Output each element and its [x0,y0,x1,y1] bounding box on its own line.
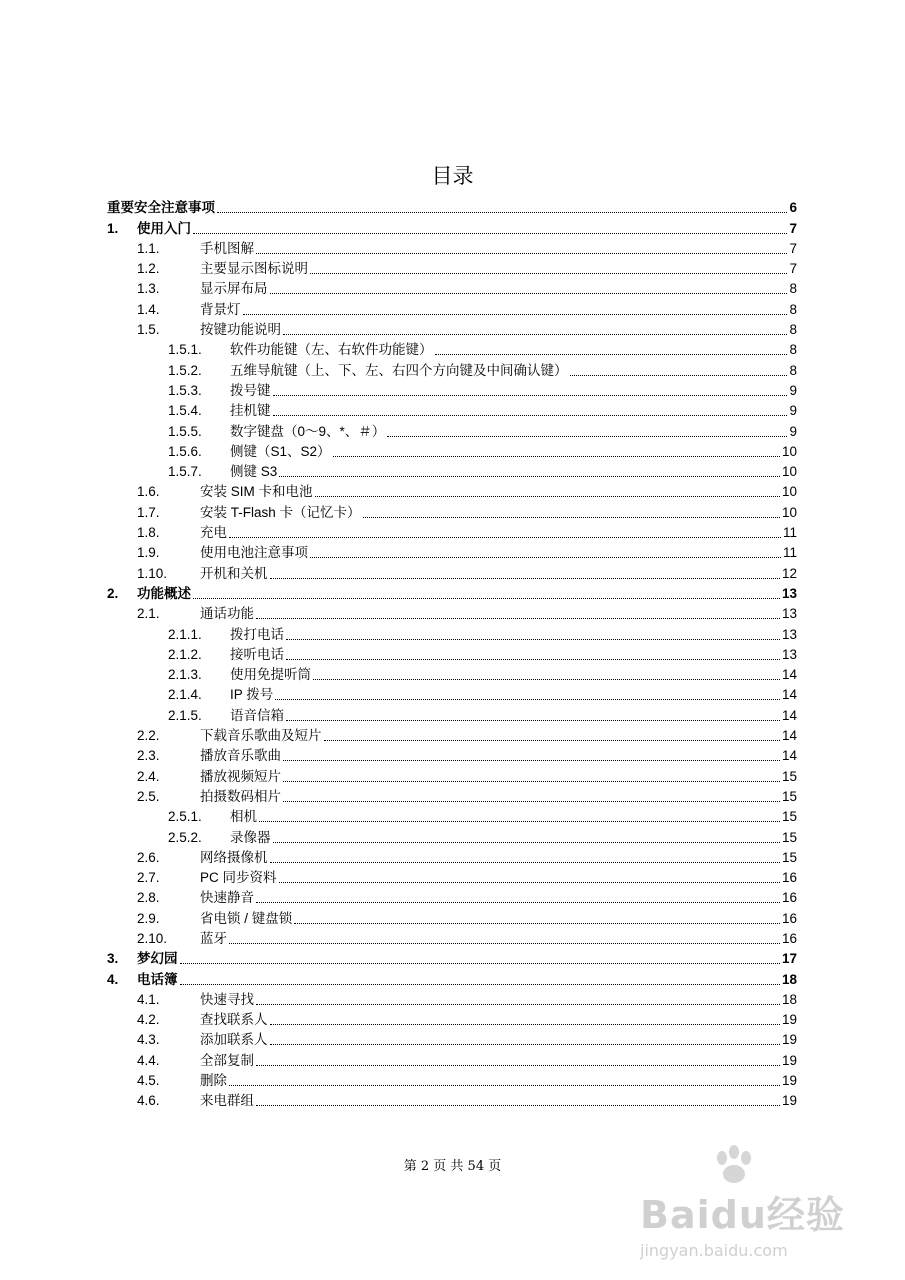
toc-entry[interactable] [107,399,797,419]
toc-dot-leader [229,537,781,538]
toc-entry-title: 使用电池注意事项 [200,545,308,561]
toc-dot-leader [256,1004,780,1005]
toc-entry[interactable] [107,480,797,500]
toc-entry-number: 1.5.6. [168,443,202,459]
toc-entry-number: 3. [107,951,119,967]
toc-entry-page: 15 [781,849,797,865]
toc-entry[interactable] [107,541,797,561]
toc-entry-title: 软件功能键（左、右软件功能键） [230,342,433,358]
toc-entry-page: 16 [781,870,797,886]
toc-dot-leader [256,618,780,619]
toc-entry[interactable] [107,683,797,703]
toc-entry[interactable] [107,277,797,297]
toc-entry-title: 重要安全注意事项 [107,200,215,216]
toc-entry-number: 2.1.5. [168,707,202,723]
toc-entry-number: 2.7. [137,870,160,886]
toc-dot-leader [333,456,780,457]
toc-entry-number: 2.1. [137,606,160,622]
toc-entry-title: 电话簿 [137,971,178,987]
toc-entry[interactable] [107,906,797,926]
toc-entry-title: 挂机键 [230,403,271,419]
toc-entry-page: 10 [781,504,797,520]
toc-entry-page: 18 [781,971,797,987]
toc-entry[interactable] [107,358,797,378]
watermark-logo: Baidu经验 [640,1193,845,1237]
toc-dot-leader [180,984,780,985]
toc-entry-title: 来电群组 [200,1093,254,1109]
toc-entry-page: 10 [781,443,797,459]
toc-entry-page: 19 [781,1073,797,1089]
toc-entry-number: 1.5.7. [168,464,202,480]
toc-entry[interactable] [107,1028,797,1048]
toc-entry-title: 主要显示图标说明 [200,261,308,277]
toc-dot-leader [180,963,780,964]
toc-dot-leader [243,314,788,315]
toc-entry-number: 2.1.2. [168,646,202,662]
toc-entry-page: 11 [782,525,797,541]
toc-entry-number: 1.7. [137,504,160,520]
toc-entry-number: 1.5.3. [168,382,202,398]
toc-entry-title: 播放视频短片 [200,768,281,784]
toc-entry-page: 16 [781,890,797,906]
toc-entry-page: 10 [781,464,797,480]
toc-entry-page: 8 [789,301,797,317]
toc-entry-page: 9 [789,403,797,419]
toc-entry-page: 15 [781,768,797,784]
toc-entry-title: 录像器 [230,829,271,845]
toc-entry-number: 1.5.1. [168,342,202,358]
toc-entry[interactable] [107,825,797,845]
toc-entry[interactable] [107,460,797,480]
toc-entry-title: 拨打电话 [230,626,284,642]
toc-entry-title: 接听电话 [230,646,284,662]
toc-entry-page: 19 [781,1012,797,1028]
toc-entry-number: 1.10. [137,565,168,581]
toc-entry-number: 2.9. [137,910,160,926]
toc-entry[interactable] [107,785,797,805]
toc-dot-leader [270,862,780,863]
toc-entry-number: 1.5.5. [168,423,202,439]
toc-entry-number: 2.10. [137,930,168,946]
toc-dot-leader [256,253,787,254]
toc-dot-leader [256,902,780,903]
toc-entry-title: 背景灯 [200,301,241,317]
toc-entry-page: 15 [781,809,797,825]
page-footer: 第 2 页 共 54 页 [403,1159,502,1174]
toc-entry-title: 使用免提听筒 [230,667,311,683]
toc-entry-number: 2.6. [137,849,160,865]
toc-entry-page: 6 [789,200,797,216]
toc-entry[interactable] [107,805,797,825]
toc-title: 目录 [431,164,474,188]
toc-entry-page: 16 [781,910,797,926]
toc-dot-leader [435,354,788,355]
toc-entry[interactable] [107,947,797,967]
toc-entry-page: 14 [781,687,797,703]
toc-entry-title: 快速静音 [200,890,254,906]
toc-entry[interactable] [107,1069,797,1089]
toc-entry-page: 9 [789,423,797,439]
toc-dot-leader [256,1065,780,1066]
toc-entry-page: 15 [781,788,797,804]
toc-dot-leader [283,760,780,761]
toc-entry-number: 2.4. [137,768,160,784]
toc-entry-title: 省电锁 / 键盘锁 [200,910,293,926]
toc-entry-title: 下载音乐歌曲及短片 [200,728,322,744]
toc-entry-number: 1.2. [137,261,160,277]
toc-dot-leader [270,1024,780,1025]
toc-entry-title: 使用入门 [137,220,191,236]
toc-dot-leader [315,496,780,497]
toc-entry-title: 快速寻找 [200,991,254,1007]
toc-entry[interactable] [107,866,797,886]
toc-entry-page: 19 [781,1093,797,1109]
toc-entry-title: 开机和关机 [200,565,268,581]
toc-entry[interactable] [107,196,797,216]
toc-dot-leader [270,578,780,579]
toc-entry[interactable] [107,257,797,277]
toc-entry-page: 17 [781,951,797,967]
toc-entry-number: 2.5. [137,788,160,804]
toc-dot-leader [286,720,780,721]
toc-entry-number: 2.2. [137,728,160,744]
toc-entry-title: 侧键（S1、S2） [230,443,331,459]
toc-entry-page: 15 [781,829,797,845]
toc-entry-title: 拨号键 [230,382,271,398]
toc-entry-number: 2.1.3. [168,667,202,683]
toc-entry-page: 7 [789,220,797,236]
toc-entry-title: 相机 [230,809,257,825]
toc-dot-leader [270,1044,780,1045]
toc-entry[interactable] [107,500,797,520]
toc-entry-number: 4. [107,971,119,987]
toc-dot-leader [193,233,787,234]
toc-dot-leader [570,375,788,376]
toc-entry-page: 9 [789,382,797,398]
toc-entry[interactable] [107,297,797,317]
toc-dot-leader [363,517,780,518]
toc-entry-page: 13 [781,626,797,642]
toc-entry-title: 按键功能说明 [200,322,281,338]
toc-entry[interactable] [107,764,797,784]
toc-entry-title: PC 同步资料 [200,870,277,886]
toc-entry-number: 2.8. [137,890,160,906]
paw-icon [712,1144,756,1188]
toc-entry-number: 1.5.4. [168,403,202,419]
toc-entry-number: 2.1.4. [168,687,202,703]
toc-entry-page: 14 [781,707,797,723]
toc-entry-page: 19 [781,1032,797,1048]
toc-entry-title: 语音信箱 [230,707,284,723]
toc-entry-page: 14 [781,748,797,764]
toc-dot-leader [275,699,780,700]
toc-dot-leader [310,557,781,558]
toc-entry[interactable] [107,622,797,642]
toc-entry-number: 2.5.1. [168,809,202,825]
toc-entry-title: 数字键盘（0～9、*、＃） [230,423,386,439]
toc-entry-title: IP 拨号 [230,687,274,703]
toc-entry-number: 1.6. [137,484,160,500]
toc-dot-leader [229,1085,780,1086]
toc-dot-leader [313,679,780,680]
toc-entry[interactable] [107,419,797,439]
toc-entry-number: 4.3. [137,1032,160,1048]
toc-dot-leader [283,334,787,335]
toc-entry-page: 14 [781,728,797,744]
toc-entry-title: 通话功能 [200,606,254,622]
toc-entry-title: 侧键 S3 [230,464,278,480]
toc-entry-number: 1.8. [137,525,160,541]
toc-entry-page: 8 [789,322,797,338]
toc-dot-leader [217,212,787,213]
toc-entry-title: 手机图解 [200,240,254,256]
toc-entry-number: 4.2. [137,1012,160,1028]
toc-entry-page: 13 [781,646,797,662]
toc-entry[interactable] [107,886,797,906]
toc-entry-page: 12 [781,565,797,581]
toc-dot-leader [286,639,780,640]
toc-entry-page: 8 [789,362,797,378]
toc-entry-page: 19 [781,1052,797,1068]
toc-dot-leader [283,781,780,782]
toc-entry[interactable] [107,338,797,358]
toc-entry[interactable] [107,1089,797,1109]
toc-entry[interactable] [107,1048,797,1068]
toc-entry-number: 1.5.2. [168,362,202,378]
toc-entry[interactable] [107,1008,797,1028]
toc-dot-leader [256,1105,780,1106]
watermark [640,1150,860,1260]
toc-entry-title: 拍摄数码相片 [200,788,281,804]
toc-entry-title: 梦幻园 [137,951,178,967]
toc-entry-number: 2.1.1. [168,626,202,642]
watermark-url: jingyan.baidu.com [640,1241,788,1260]
toc-entry[interactable] [107,846,797,866]
toc-entry[interactable] [107,988,797,1008]
toc-dot-leader [270,293,788,294]
toc-entry[interactable] [107,967,797,987]
toc-entry[interactable] [107,663,797,683]
toc-entry[interactable] [107,379,797,399]
toc-entry-number: 4.1. [137,991,160,1007]
toc-entry-title: 网络摄像机 [200,849,268,865]
toc-dot-leader [273,415,788,416]
toc-entry-title: 全部复制 [200,1052,254,1068]
toc-entry-title: 显示屏布局 [200,281,268,297]
toc-entry[interactable] [107,521,797,541]
toc-entry-page: 13 [781,606,797,622]
toc-entry[interactable] [107,237,797,257]
toc-entry-title: 功能概述 [137,585,191,601]
toc-dot-leader [259,821,780,822]
toc-dot-leader [286,659,780,660]
toc-entry-number: 2.5.2. [168,829,202,845]
toc-dot-leader [229,943,780,944]
toc-dot-leader [387,436,787,437]
toc-entry-title: 充电 [200,525,227,541]
toc-entry-number: 2. [107,585,119,601]
toc-entry-number: 4.4. [137,1052,160,1068]
toc-entry[interactable] [107,744,797,764]
toc-entry[interactable] [107,703,797,723]
toc-entry-title: 安装 SIM 卡和电池 [200,484,313,500]
toc-entry-title: 安装 T-Flash 卡（记忆卡） [200,504,361,520]
toc-entry-page: 14 [781,667,797,683]
toc-entry-page: 18 [781,991,797,1007]
toc-entry-number: 1.1. [137,240,160,256]
toc-dot-leader [283,801,780,802]
toc-entry-page: 10 [781,484,797,500]
toc-entry-title: 蓝牙 [200,930,227,946]
toc-entry-number: 1.4. [137,301,160,317]
toc-dot-leader [324,740,780,741]
toc-entry-number: 2.3. [137,748,160,764]
toc-entry-page: 13 [781,585,797,601]
toc-dot-leader [273,842,780,843]
toc-entry-title: 添加联系人 [200,1032,268,1048]
toc-entry-number: 1.5. [137,322,160,338]
toc-entry-page: 7 [789,240,797,256]
toc-entry-number: 1.9. [137,545,160,561]
toc-dot-leader [294,923,780,924]
toc-entry-title: 播放音乐歌曲 [200,748,281,764]
toc-entry[interactable] [107,927,797,947]
toc-dot-leader [310,273,787,274]
toc-entry[interactable] [107,602,797,622]
toc-entry-title: 查找联系人 [200,1012,268,1028]
table-of-contents [107,196,797,1109]
toc-entry-number: 4.6. [137,1093,160,1109]
toc-entry-page: 11 [782,545,797,561]
toc-entry[interactable] [107,216,797,236]
toc-entry[interactable] [107,582,797,602]
toc-dot-leader [279,476,780,477]
toc-entry[interactable] [107,318,797,338]
toc-entry[interactable] [107,643,797,663]
toc-dot-leader [193,598,780,599]
toc-dot-leader [273,395,788,396]
toc-entry-page: 8 [789,281,797,297]
toc-entry-number: 1. [107,220,119,236]
toc-entry[interactable] [107,440,797,460]
toc-entry-page: 7 [789,261,797,277]
toc-entry-number: 4.5. [137,1073,160,1089]
toc-entry[interactable] [107,561,797,581]
toc-entry-page: 16 [781,930,797,946]
toc-entry-title: 五维导航键（上、下、左、右四个方向键及中间确认键） [230,362,568,378]
toc-dot-leader [279,882,780,883]
toc-entry-page: 8 [789,342,797,358]
toc-entry-title: 删除 [200,1073,227,1089]
toc-entry-number: 1.3. [137,281,160,297]
toc-entry[interactable] [107,724,797,744]
